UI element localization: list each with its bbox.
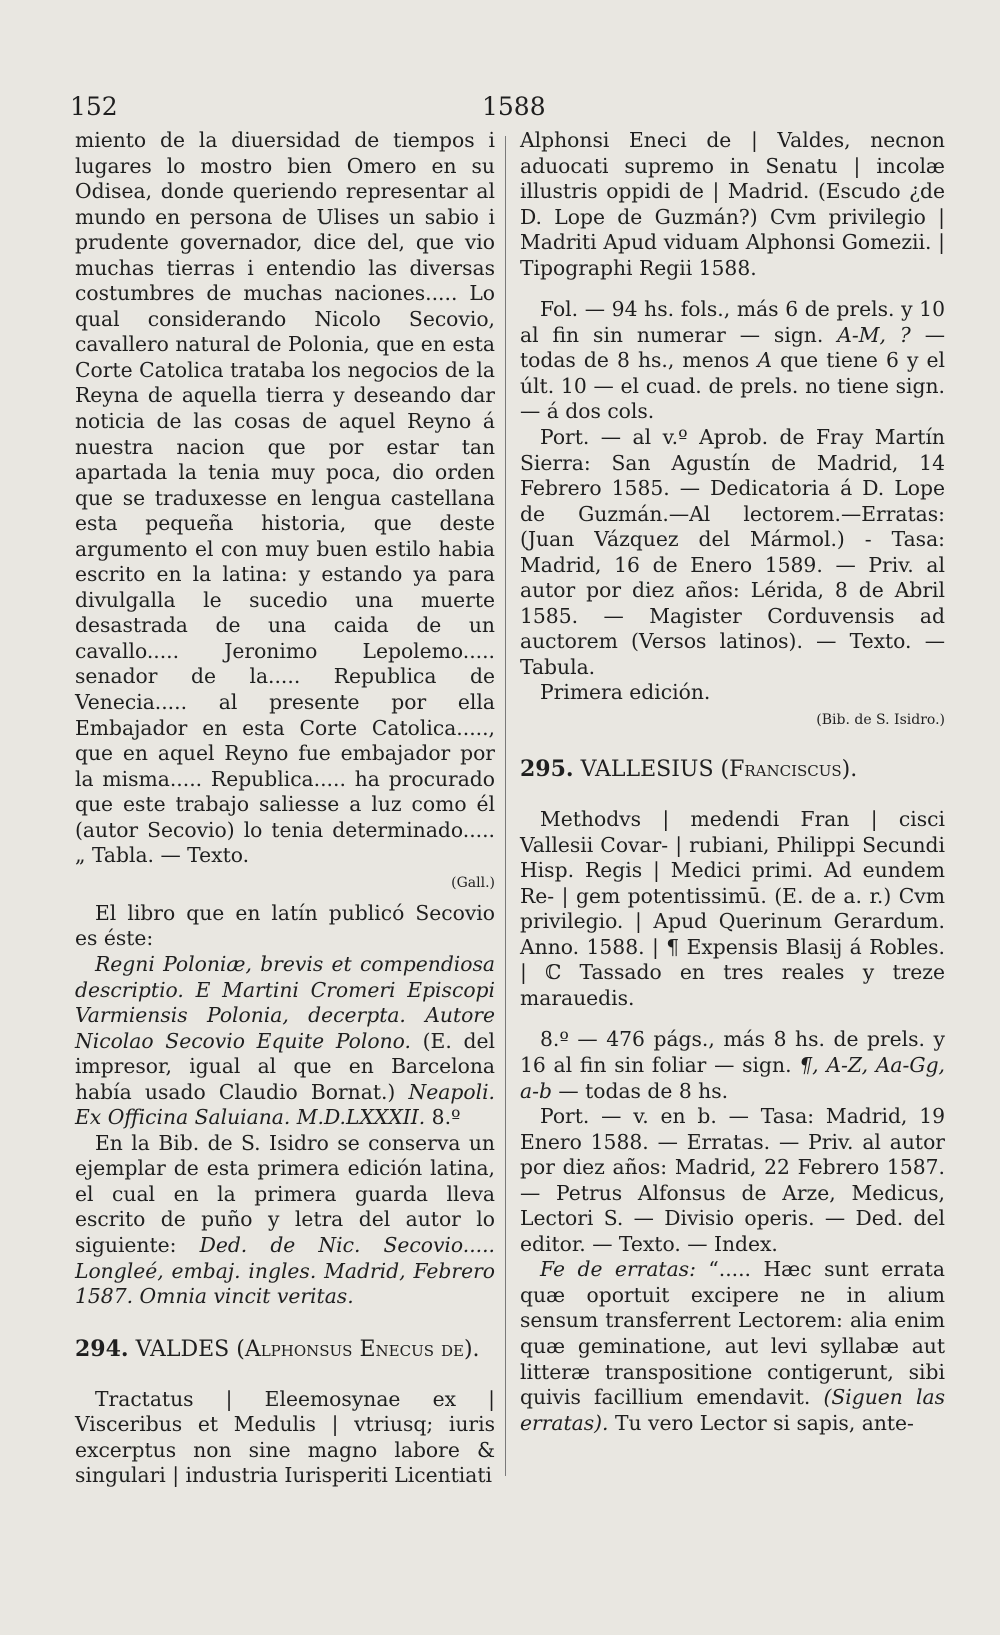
entry-title-continued: Alphonsi Eneci de | Valdes, necnon aduocati supremo in Senatu | incolæ illustris oppidi de | Madrid. (Escudo ¿de D. Lope de Guzmán?) Cvm privilegio | Madriti Apud viduam Alphonsi Gomezii. | Tipographi Regii 1588. [520, 128, 945, 280]
entry-number: 295. [520, 756, 574, 783]
isidro-quote: Ded. de Nic. Secovio..... Longleé, embaj. ingles. Madrid, Febrero 1587. Omnia vincit veritas. [75, 1232, 495, 1309]
errata-label: Fe de erratas: [540, 1257, 696, 1282]
errata-note: (Siguen las erratas). [520, 1385, 945, 1435]
errata-tail: Tu vero Lector si sapis, ante- [608, 1410, 914, 1435]
isidro-note [75, 1131, 495, 1310]
latin-format: 8.º [425, 1105, 461, 1130]
source-note: (Bib. de S. Isidro.) [816, 712, 945, 729]
collation-text: que tiene 6 y el últ. 10 — el cuad. de prels. no tiene sign. — á dos cols. [520, 348, 945, 424]
signature: ¶, A-Z, Aa-Gg, a-b [520, 1052, 945, 1103]
latin-intro: El libro que en latín publicó Secovio es éste: [75, 900, 495, 951]
collation-text: — todas de 8 hs. [551, 1078, 729, 1103]
column-divider [505, 136, 506, 1476]
running-year: 1588 [482, 92, 546, 121]
spacer [520, 281, 945, 297]
collation-text: — todas de 8 hs., menos [520, 322, 945, 373]
collation [520, 1027, 945, 1104]
source-note: (Gall.) [451, 874, 495, 891]
latin-printer-note: (E. del impresor, igual al que en Barcelona había usado Claudio Bornat.) [75, 1028, 495, 1104]
entry-title: Tractatus | Eleemosynae ex | Visceribus et Medulis | vtriusq; iuris excerptus non sine magno labore & singulari | industria Iurisperiti Licentiati [75, 1386, 495, 1488]
page-number: 152 [70, 92, 118, 121]
contents: Port. — v. en b. — Tasa: Madrid, 19 Enero 1588. — Erratas. — Priv. al autor por diez años: Madrid, 22 Febrero 1587.— Petrus Alfonsus de Arze, Medicus, Lectori S. — Divisio operis. — Ded. del editor. — Texto. — Index. [520, 1104, 945, 1256]
entry-title: Methodvs | medendi Fran | cisci Vallesii Covar- | rubiani, Philippi Secundi Hisp. Regis | Medici primi. Ad eundem Re- | gem potentissimū. (E. de a. r.) Cvm privilegio. | Apud Querinum Gerardum. Anno. 1588. | ¶ Expensis Blasij á Robles. | ℂ Tassado en tres reales y treze marauedis. [520, 807, 945, 1010]
edition-note: Primera edición. [540, 680, 711, 705]
entry-author: VALDES (Alphonsus Enecus de). [128, 1336, 480, 1362]
signature: A [757, 348, 773, 373]
entry-author: VALLESIUS (Franciscus). [573, 757, 858, 783]
entry-heading [75, 1336, 495, 1363]
collation [520, 297, 945, 425]
latin-title: Regni Poloniæ, brevis et compendiosa descriptio. E Martini Cromeri Episcopi Varmiensis Polonia, decerpta. Autore Nicolao Secovio Equite Polono. [75, 951, 495, 1053]
collation-text: Fol. — 94 hs. fols., más 6 de prels. y 10 al fin sin numerar — sign. [520, 297, 945, 347]
left-column [75, 128, 495, 1489]
entry-heading [520, 756, 945, 783]
signature: A-M, ? [837, 322, 911, 347]
latin-imprint: Neapoli. Ex Officina Saluiana. M.D.LXXXII. [75, 1079, 495, 1130]
collation-text: 8.º — 476 págs., más 8 hs. de prels. y 16 al fin sin foliar — sign. [520, 1027, 945, 1077]
contents: Port. — al v.º Aprob. de Fray Martín Sierra: San Agustín de Madrid, 14 Febrero 1585. — Dedicatoria á D. Lope de Guzmán.—Al lectorem.—Erratas: (Juan Vázquez del Mármol.) - Tasa: Madrid, 16 de Enero 1589. — Priv. al autor por diez años: Lérida, 8 de Abril 1585. — Magister Corduvensis ad auctorem (Versos latinos). — Texto. — Tabula. [520, 425, 945, 679]
errata [520, 1257, 945, 1436]
entry-number: 294. [75, 1335, 129, 1362]
continuation-text: miento de la diuersidad de tiempos i lugares lo mostro bien Omero en su Odisea, donde queriendo representar al mundo en persona de Ulises un sabio i prudente governador, dice del, que vio muchas tierras i entendio las diversas costumbres de muchas naciones..... Lo qual considerando Nicolo Secovio, cavallero natural de Polonia, que en esta Corte Catolica trataba los negocios de la Reyna de aquella tierra y deseando dar noticia de las cosas de aquel Reyno á nuestra nacion que por estar tan apartada la tenia muy poca, dio orden que se traduxesse en lengua castellana esta pequeña historia, que deste argumento el con muy buen estilo habia escrito en la latina: y estando ya para divulgalla le sucedio una muerte desastrada de una caida de un cavallo..... Jeronimo Lepolemo..... senador de la..... Republica de Venecia..... al presente por ella Embajador en esta Corte Catolica....., que en aquel Reyno fue embajador por la misma..... Republica..... ha procurado que este trabajo saliesse a luz como él (autor Secovio) lo tenia determinado..... „ Tabla. — Texto. [75, 128, 495, 868]
spacer [520, 1011, 945, 1027]
right-column [520, 128, 945, 1436]
latin-edition [75, 952, 495, 1131]
isidro-note-text: En la Bib. de S. Isidro se conserva un ejemplar de esta primera edición latina, el cual en la primera guarda lleva escrito de puño y letra del autor lo siguiente: [75, 1130, 495, 1257]
errata-text: “..... Hæc sunt errata quæ oportuit excipere ne in alium sensum transferrent Lectorem: alia enim quæ geminatione, aut levi syllabæ aut litteræ transpositione contigerunt, sibi quivis facillium emendavit. [520, 1257, 945, 1410]
